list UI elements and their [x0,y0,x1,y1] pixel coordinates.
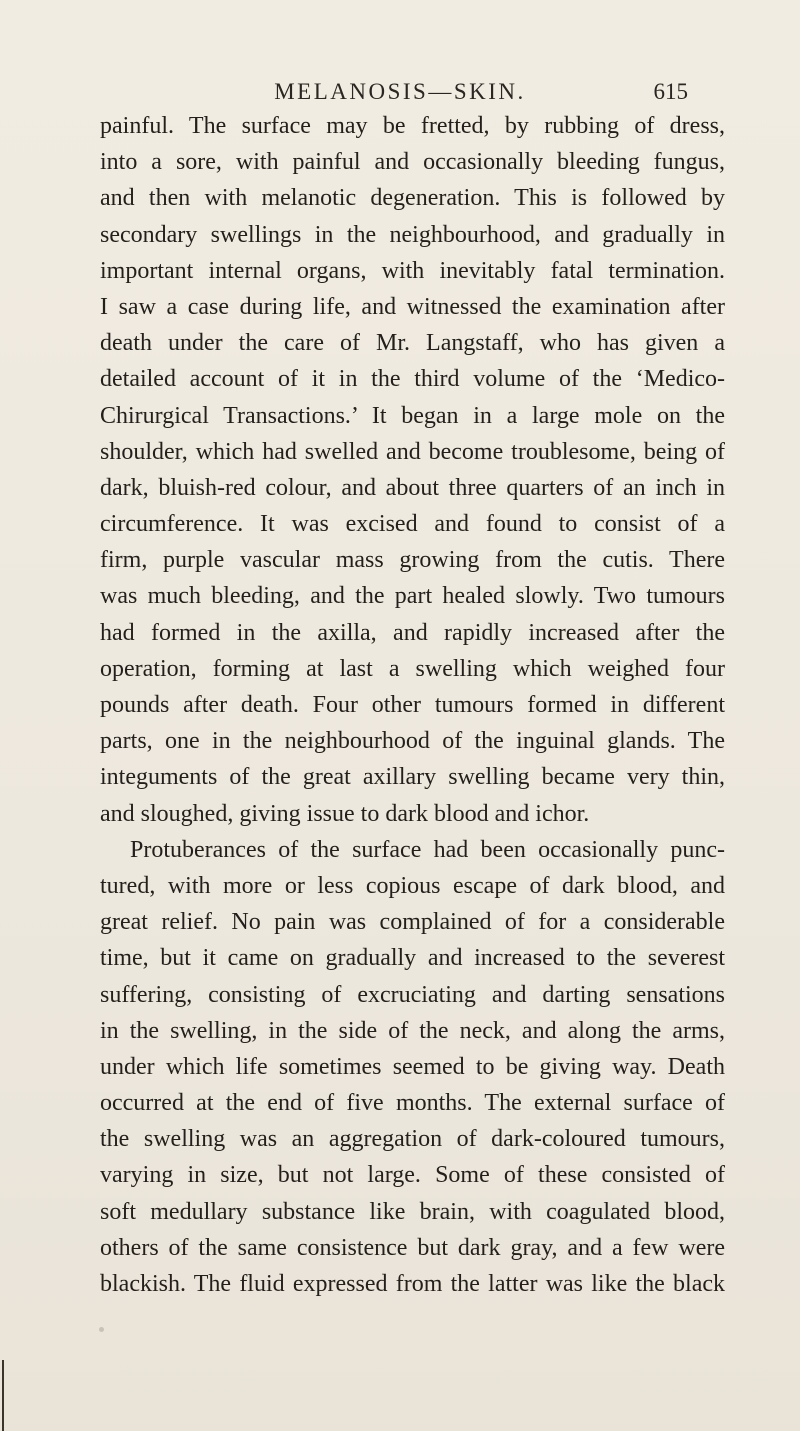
page-number: 615 [653,79,688,104]
text-line: painful. The surface may be fretted, by rubbing of dress, [100,113,725,139]
running-head [0,76,800,108]
text-line: tured, with more or less copious escape of dark blood, and [100,872,725,899]
text-line: detailed account of it in the third volume of the ‘Medico- [100,366,725,393]
paper-speck [99,1327,104,1332]
text-line: dark, bluish-red colour, and about three quarters of an inch in [100,474,725,501]
text-line: pounds after death. Four other tumours formed in different [100,692,725,718]
text-line: time, but it came on gradually and increased to the severest [100,945,725,972]
text-line: circumference. It was excised and found to consist of a [100,511,725,538]
text-line: important internal organs, with inevitably fatal termination. [100,257,725,284]
text-line: was much bleeding, and the part healed slowly. Two tumours [100,583,725,610]
text-line: and then with melanotic degeneration. This is followed by [100,185,725,212]
text-line: integuments of the great axillary swelling became very thin, [100,764,725,791]
text-line-paragraph-start: Protuberances of the surface had been occasionally punc- [130,836,725,863]
body-text [100,108,725,1302]
text-line: occurred at the end of five months. The external surface of [100,1090,725,1117]
text-line: firm, purple vascular mass growing from the cutis. There [100,547,725,574]
text-line: great relief. No pain was complained of for a considerable [100,909,725,936]
text-line: parts, one in the neighbourhood of the inguinal glands. The [100,728,725,755]
text-line: operation, forming at last a swelling which weighed four [100,655,725,682]
text-line: suffering, consisting of excruciating and darting sensations [100,981,725,1008]
text-line: secondary swellings in the neighbourhood, and gradually in [100,221,725,248]
text-line: soft medullary substance like brain, with coagulated blood, [100,1198,725,1225]
page-edge-shadow [2,1360,4,1431]
text-line: others of the same consistence but dark gray, and a few were [100,1234,725,1261]
text-line: had formed in the axilla, and rapidly increased after the [100,619,725,646]
text-line: death under the care of Mr. Langstaff, who has given a [100,330,725,357]
text-line: Chirurgical Transactions.’ It began in a large mole on the [100,402,725,429]
text-line: varying in size, but not large. Some of these consisted of [100,1162,725,1189]
text-line: I saw a case during life, and witnessed the examination after [100,293,725,320]
text-line: into a sore, with painful and occasionally bleeding fungus, [100,149,725,176]
text-line: under which life sometimes seemed to be giving way. Death [100,1053,725,1080]
text-line-paragraph-end: and sloughed, giving issue to dark blood and ichor. [100,800,590,827]
text-line: shoulder, which had swelled and become troublesome, being of [100,438,725,465]
text-line: the swelling was an aggregation of dark-coloured tumours, [100,1126,725,1153]
text-line: in the swelling, in the side of the neck, and along the arms, [100,1017,725,1044]
running-title: MELANOSIS—SKIN. [274,79,526,104]
text-line: blackish. The fluid expressed from the latter was like the black [100,1271,725,1297]
